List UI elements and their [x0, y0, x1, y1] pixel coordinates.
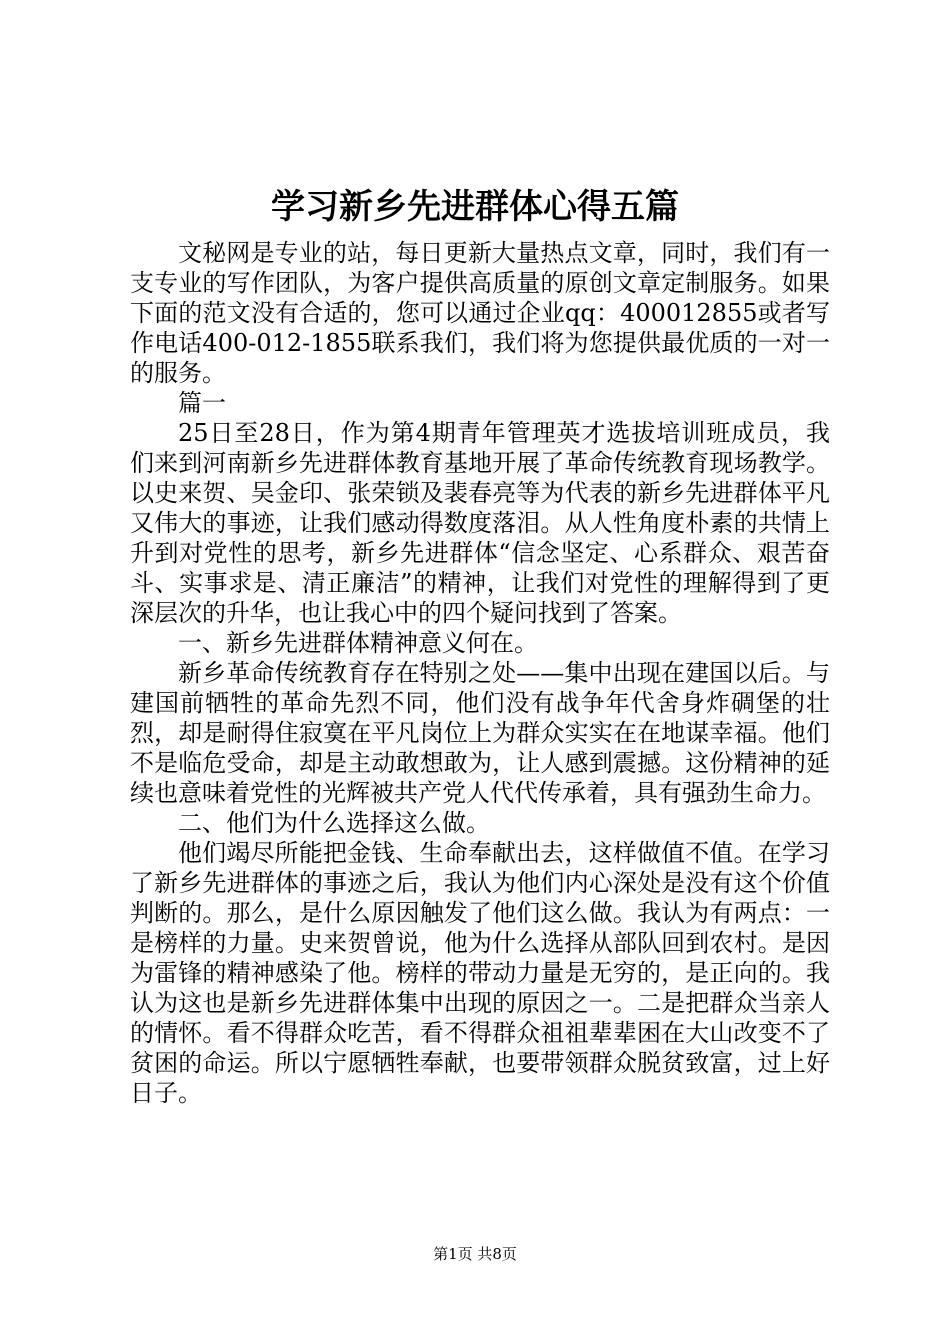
intro-paragraph: 文秘网是专业的站，每日更新大量热点文章，同时，我们有一支专业的写作团队，为客户提供高质量的原创文章定制服务。如果下面的范文没有合适的，您可以通过企业qq：400012855或者写作电话400-012-1855联系我们，我们将为您提供最优质的一对一的服务。 — [130, 239, 830, 387]
body-paragraph: 新乡革命传统教育存在特别之处——集中出现在建国以后。与建国前牺牲的革命先烈不同，他们没有战争年代舍身炸碉堡的壮烈，却是耐得住寂寞在平凡岗位上为群众实实在在地谋幸福。他们不是临危受命，却是主动敢想敢为，让人感到震撼。这份精神的延续也意味着党性的光辉被共产党人代代传承着，具有强劲生命力。 — [130, 659, 830, 807]
section-heading: 二、他们为什么选择这么做。 — [178, 809, 490, 837]
document-title: 学习新乡先进群体心得五篇 — [271, 187, 679, 227]
body-paragraph: 他们竭尽所能把金钱、生命奉献出去，这样做值不值。在学习了新乡先进群体的事迹之后，我认为他们内心深处是没有这个价值判断的。那么，是什么原因触发了他们这么做。我认为有两点：一是榜样的力量。史来贺曾说，他为什么选择从部队回到农村。是因为雷锋的精神感染了他。榜样的带动力量是无穷的，是正向的。我认为这也是新乡先进群体集中出现的原因之一。二是把群众当亲人的情怀。看不得群众吃苦，看不得群众祖祖辈辈困在大山改变不了贫困的命运。所以宁愿牺牲奉献，也要带领群众脱贫致富，过上好日子。 — [130, 839, 830, 1107]
section-heading: 一、新乡先进群体精神意义何在。 — [178, 629, 538, 657]
section-label: 篇一 — [178, 389, 226, 417]
body-paragraph: 25日至28日，作为第4期青年管理英才选拔培训班成员，我们来到河南新乡先进群体教育基地开展了革命传统教育现场教学。以史来贺、吴金印、张荣锁及裴春亮等为代表的新乡先进群体平凡又伟大的事迹，让我们感动得数度落泪。从人性角度朴素的共情上升到对党性的思考，新乡先进群体“信念坚定、心系群众、艰苦奋斗、实事求是、清正廉洁”的精神，让我们对党性的理解得到了更深层次的升华，也让我心中的四个疑问找到了答案。 — [130, 419, 830, 627]
page-number-footer: 第1页 共8页 — [433, 1245, 517, 1263]
document-body — [130, 238, 830, 1108]
